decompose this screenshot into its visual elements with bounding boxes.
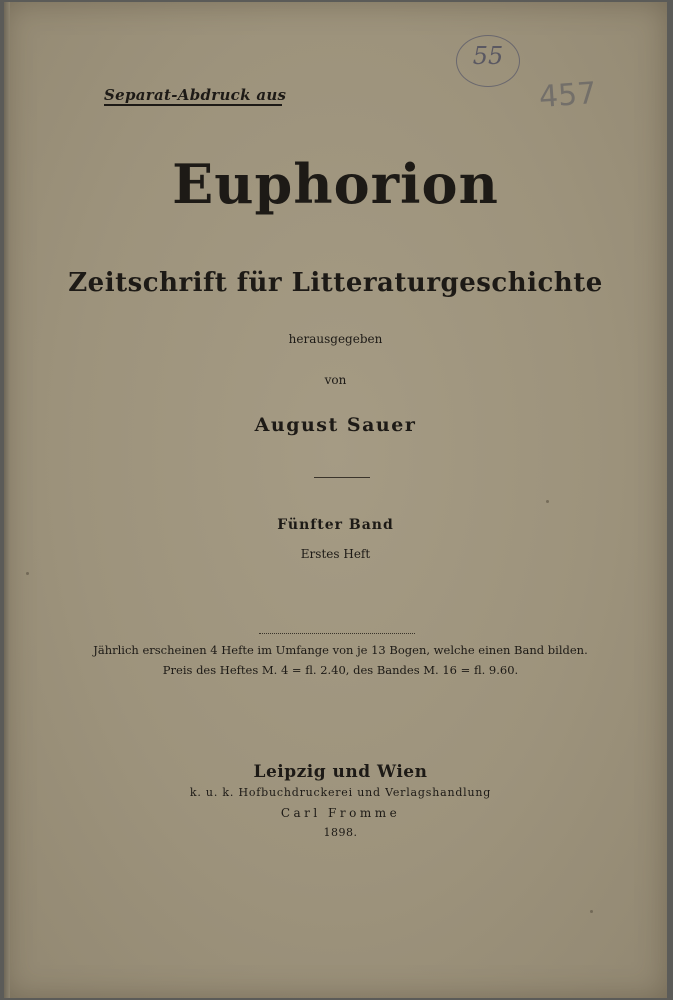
imprint-publisher-name: Carl Fromme [280, 806, 401, 820]
pencil-shelf-number: 457 [537, 76, 598, 115]
dotted-divider [259, 633, 415, 634]
paper-speck [26, 572, 29, 575]
paper-speck [546, 500, 549, 503]
imprint-publisher-line: k. u. k. Hofbuchdruckerei und Verlagshandlung [189, 786, 492, 799]
issue-label: Erstes Heft [300, 547, 371, 561]
imprint-year: 1898. [323, 826, 358, 839]
imprint-place: Leipzig und Wien [253, 762, 428, 782]
library-stamp-number: 55 [472, 42, 504, 70]
journal-subtitle: Zeitschrift für Litteraturgeschichte [68, 268, 603, 298]
offprint-underline [104, 104, 282, 106]
offprint-label: Separat-Abdruck aus [104, 86, 287, 104]
section-divider [314, 477, 370, 478]
paper-speck [590, 910, 593, 913]
volume-label: Fünfter Band [277, 517, 394, 533]
editor-label: herausgegeben [288, 332, 383, 346]
title-page [4, 2, 667, 998]
journal-title: Euphorion [172, 152, 499, 216]
subscription-note-line-1: Jährlich erscheinen 4 Hefte im Umfange von je 13 Bogen, welche einen Band bilden. [93, 643, 588, 657]
editor-preposition: von [324, 373, 347, 387]
editor-name: August Sauer [254, 414, 417, 436]
subscription-note-line-2: Preis des Heftes M. 4 = fl. 2.40, des Bandes M. 16 = fl. 9.60. [162, 663, 519, 677]
